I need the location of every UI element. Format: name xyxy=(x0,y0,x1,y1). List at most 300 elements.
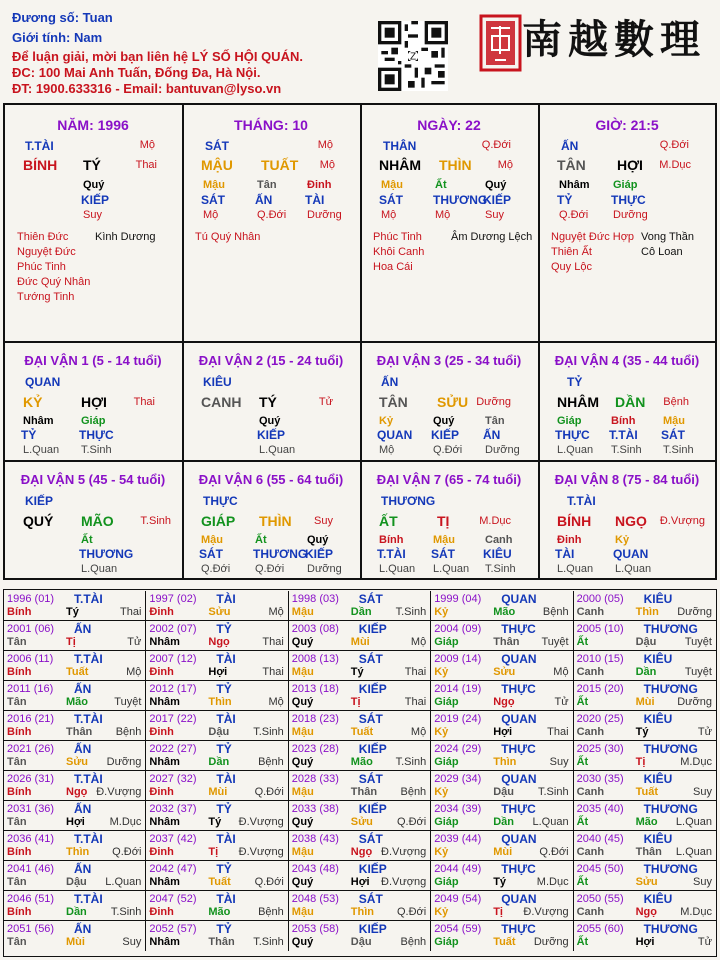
hidden-phase: L.Quan xyxy=(23,444,60,456)
year-stem: Đinh xyxy=(149,666,174,678)
year-ten-god: THƯƠNG xyxy=(643,862,698,876)
year-stem: Kỷ xyxy=(434,726,449,738)
earthly-branch: TÝ xyxy=(83,157,101,173)
year-ten-god: THƯƠNG xyxy=(643,802,698,816)
hidden-ten-god: QUAN xyxy=(613,547,649,561)
year-ten-god: SÁT xyxy=(358,592,383,606)
year-cell xyxy=(146,681,288,711)
yearly-luck-grid xyxy=(3,589,717,957)
year-cell xyxy=(146,861,288,891)
year-label: 2028 (33) xyxy=(291,773,339,785)
year-stem: Giáp xyxy=(434,876,459,888)
year-label: 2048 (53) xyxy=(291,893,339,905)
hidden-ten-god: SÁT xyxy=(199,547,223,561)
year-ten-god: KIÊU xyxy=(643,892,673,906)
year-phase: Mộ xyxy=(268,606,284,618)
shen-sha: Đức Quý Nhân xyxy=(17,276,91,288)
hidden-ten-god: KIẾP xyxy=(431,428,460,442)
dai-van-title: ĐẠI VẬN 3 (25 - 34 tuổi) xyxy=(376,353,522,368)
year-phase: L.Quan xyxy=(532,816,569,828)
hidden-phase: T.Sinh xyxy=(611,444,642,456)
year-stem: Tân xyxy=(7,876,27,888)
year-ten-god: THƯƠNG xyxy=(643,622,698,636)
year-cell xyxy=(574,591,716,621)
star-phase: Q.Đới xyxy=(659,139,689,151)
year-stem: Tân xyxy=(7,636,27,648)
year-stem: Ất xyxy=(576,696,589,708)
year-label: 1996 (01) xyxy=(7,593,55,605)
year-phase: Thai xyxy=(404,666,427,678)
dai-van-cell xyxy=(539,462,715,579)
year-phase: Tuyệt xyxy=(684,666,712,678)
earthly-branch: DẦN xyxy=(615,394,646,410)
year-cell xyxy=(289,621,431,651)
hidden-ten-god: ẤN xyxy=(255,193,273,207)
hidden-ten-god: TÀI xyxy=(555,547,575,561)
earthly-branch: HỢI xyxy=(617,157,643,173)
year-phase: Dưỡng xyxy=(533,936,569,948)
year-label: 2043 (48) xyxy=(291,863,339,875)
dai-van-cell xyxy=(5,462,181,579)
year-cell xyxy=(146,801,288,831)
year-ten-god: ẤN xyxy=(74,742,92,756)
year-label: 2008 (13) xyxy=(291,653,339,665)
hidden-phase: T.Sinh xyxy=(81,444,112,456)
year-phase: Đ.Vượng xyxy=(238,816,284,828)
year-label: 2051 (56) xyxy=(7,923,55,935)
year-label: 2017 (22) xyxy=(149,713,197,725)
year-ten-god: QUAN xyxy=(501,892,537,906)
year-branch: Hợi xyxy=(635,936,655,948)
hidden-ten-god: QUAN xyxy=(377,428,413,442)
year-stem: Ất xyxy=(576,756,589,768)
year-phase: Tử xyxy=(554,696,569,708)
year-cell xyxy=(4,891,146,921)
year-phase: Dưỡng xyxy=(106,756,142,768)
year-phase: Dưỡng xyxy=(677,606,712,618)
year-branch: Dậu xyxy=(208,726,230,738)
year-cell xyxy=(431,681,573,711)
year-branch: Thìn xyxy=(493,756,517,768)
year-label: 2002 (07) xyxy=(149,623,197,635)
hidden-stem: Canh xyxy=(485,534,513,546)
year-label: 2012 (17) xyxy=(149,683,197,695)
hidden-ten-god: SÁT xyxy=(379,193,403,207)
year-phase: Bệnh xyxy=(258,756,284,768)
year-cell xyxy=(4,801,146,831)
year-branch: Thân xyxy=(635,846,662,858)
year-ten-god: TÀI xyxy=(216,652,236,666)
year-label: 2013 (18) xyxy=(291,683,339,695)
ten-god-star: T.TÀI xyxy=(25,139,54,153)
year-cell xyxy=(146,621,288,651)
shen-sha: Nguyệt Đức xyxy=(17,246,76,258)
year-phase: Đ.Vượng xyxy=(96,786,142,798)
year-label: 2025 (30) xyxy=(576,743,624,755)
year-label: 2003 (08) xyxy=(291,623,339,635)
year-ten-god: TỶ xyxy=(216,862,232,876)
hidden-phase: T.Sinh xyxy=(485,563,516,575)
year-phase: Bệnh xyxy=(258,906,284,918)
hidden-phase: Mộ xyxy=(435,209,451,221)
year-stem: Tân xyxy=(7,756,27,768)
hidden-stem: Ất xyxy=(81,534,93,546)
year-ten-god: T.TÀI xyxy=(74,892,103,906)
hidden-stem: Bính xyxy=(611,415,636,427)
year-stem: Tân xyxy=(7,936,27,948)
year-label: 2004 (09) xyxy=(434,623,482,635)
year-stem: Đinh xyxy=(149,906,174,918)
year-stem: Ất xyxy=(576,816,589,828)
hidden-phase: Dưỡng xyxy=(307,563,342,575)
year-branch: Mão xyxy=(350,756,373,768)
star-phase: Mộ xyxy=(317,139,333,151)
year-ten-god: QUAN xyxy=(501,712,537,726)
hidden-ten-god: TỶ xyxy=(557,193,573,207)
shen-sha: Phúc Tinh xyxy=(373,231,422,243)
hidden-stem: Nhâm xyxy=(559,179,590,191)
hidden-stem: Tân xyxy=(485,415,505,427)
hidden-stem: Mậu xyxy=(663,415,685,427)
hidden-stem: Quý xyxy=(485,179,507,191)
dai-van-title: ĐẠI VẬN 5 (45 - 54 tuổi) xyxy=(20,472,166,487)
year-stem: Mậu xyxy=(291,906,314,918)
year-stem: Kỷ xyxy=(434,606,449,618)
pillar-cell xyxy=(5,105,181,339)
hidden-phase: Mộ xyxy=(203,209,219,221)
ten-god-star: ẤN xyxy=(381,375,399,389)
hidden-ten-god: THƯƠNG xyxy=(433,193,488,207)
year-phase: M.Dục xyxy=(680,756,712,768)
year-ten-god: T.TÀI xyxy=(74,772,103,786)
year-stem: Giáp xyxy=(434,756,459,768)
year-label: 2055 (60) xyxy=(576,923,624,935)
year-branch: Tuất xyxy=(493,936,516,948)
hidden-stem: Giáp xyxy=(557,415,582,427)
year-phase: L.Quan xyxy=(105,876,142,888)
year-ten-god: QUAN xyxy=(501,652,537,666)
year-phase: T.Sinh xyxy=(253,726,284,738)
heavenly-stem: NHÂM xyxy=(557,394,599,410)
year-phase: Thai xyxy=(262,636,284,648)
year-phase: Mộ xyxy=(553,666,569,678)
phone-email: ĐT: 1900.633316 - Email: bantuvan@lyso.vn xyxy=(12,81,282,96)
branch-phase: Đ.Vượng xyxy=(659,515,705,527)
year-cell xyxy=(146,741,288,771)
contact-note: Để luận giải, mời bạn liên hệ LÝ SỐ HỘI QUÁN. xyxy=(12,49,303,64)
year-branch: Mùi xyxy=(635,696,655,708)
ten-god-star: KIÊU xyxy=(203,375,232,389)
year-cell xyxy=(146,771,288,801)
year-branch: Thìn xyxy=(350,906,375,918)
year-phase: Thai xyxy=(262,666,284,678)
year-phase: L.Quan xyxy=(675,816,712,828)
hidden-ten-god: KIÊU xyxy=(483,547,512,561)
svg-text:Z: Z xyxy=(409,51,417,63)
year-cell xyxy=(574,651,716,681)
year-phase: Tử xyxy=(127,636,142,648)
shen-sha: Tướng Tinh xyxy=(17,291,75,303)
year-label: 1997 (02) xyxy=(149,593,197,605)
branch-phase: Bệnh xyxy=(663,396,689,408)
branch-phase: Dưỡng xyxy=(476,396,511,408)
year-branch: Hợi xyxy=(208,666,228,678)
year-cell xyxy=(574,801,716,831)
qr-code-icon xyxy=(378,21,448,91)
year-phase: Thai xyxy=(404,696,427,708)
branch-phase: Suy xyxy=(314,515,333,527)
year-stem: Kỷ xyxy=(434,786,449,798)
hidden-stem: Quý xyxy=(83,179,105,191)
hidden-phase: Q.Đới xyxy=(257,209,287,221)
brand-logo: 南越數理 xyxy=(522,16,706,63)
year-phase: Suy xyxy=(693,876,712,888)
hidden-ten-god: THỰC xyxy=(611,193,646,207)
hidden-stem: Quý xyxy=(307,534,329,546)
ten-god-star: T.TÀI xyxy=(567,494,596,508)
year-phase: T.Sinh xyxy=(110,906,142,918)
year-branch: Thân xyxy=(208,936,235,948)
year-phase: Bệnh xyxy=(115,726,142,738)
year-label: 2050 (55) xyxy=(576,893,624,905)
hidden-phase: Dưỡng xyxy=(613,209,648,221)
year-branch: Dậu xyxy=(635,636,657,648)
year-label: 2026 (31) xyxy=(7,773,55,785)
year-cell xyxy=(431,891,573,921)
year-stem: Nhâm xyxy=(149,636,180,648)
year-ten-god: T.TÀI xyxy=(74,652,103,666)
hidden-stem: Kỷ xyxy=(615,534,630,546)
year-stem: Bính xyxy=(7,786,32,798)
year-branch: Sửu xyxy=(208,606,231,618)
earthly-branch: SỬU xyxy=(437,394,469,410)
year-ten-god: QUAN xyxy=(501,772,537,786)
hidden-phase: Mộ xyxy=(379,444,395,456)
year-branch: Ngọ xyxy=(493,696,515,708)
year-phase: Mộ xyxy=(410,636,427,648)
header xyxy=(0,0,720,103)
year-stem: Canh xyxy=(576,786,605,798)
year-branch: Tuất xyxy=(350,726,374,738)
year-label: 2027 (32) xyxy=(149,773,197,785)
hidden-phase: Dưỡng xyxy=(307,209,342,221)
year-phase: Q.Đới xyxy=(254,876,284,888)
earthly-branch: TỊ xyxy=(437,513,450,529)
hidden-stem: Bính xyxy=(379,534,404,546)
year-cell xyxy=(4,591,146,621)
year-branch: Tý xyxy=(66,606,79,618)
shen-sha: Hoa Cái xyxy=(373,261,413,273)
year-cell xyxy=(574,621,716,651)
year-label: 2044 (49) xyxy=(434,863,482,875)
hidden-ten-god: KIẾP xyxy=(257,428,286,442)
heavenly-stem: GIÁP xyxy=(201,513,236,529)
year-cell xyxy=(431,711,573,741)
year-branch: Tuất xyxy=(66,666,89,678)
year-label: 2019 (24) xyxy=(434,713,482,725)
hidden-stem: Kỷ xyxy=(379,415,394,427)
year-label: 2006 (11) xyxy=(7,653,54,665)
branch-phase: Thai xyxy=(133,396,155,408)
year-phase: Tuyệt xyxy=(541,636,569,648)
year-label: 2021 (26) xyxy=(7,743,55,755)
year-branch: Ngọ xyxy=(208,636,230,648)
year-cell xyxy=(431,771,573,801)
hidden-phase: L.Quan xyxy=(615,563,652,575)
year-cell xyxy=(289,891,431,921)
earthly-branch: THÌN xyxy=(439,157,472,173)
year-label: 2052 (57) xyxy=(149,923,197,935)
pillar-cell xyxy=(361,105,537,339)
year-branch: Dậu xyxy=(350,936,372,948)
year-stem: Kỷ xyxy=(434,906,449,918)
shen-sha: Tú Quý Nhân xyxy=(195,231,261,243)
shen-sha: Vong Thần xyxy=(641,231,695,243)
year-stem: Nhâm xyxy=(149,816,180,828)
year-stem: Quý xyxy=(291,756,314,768)
year-phase: Bệnh xyxy=(400,786,427,798)
hidden-ten-god: KIẾP xyxy=(305,547,334,561)
year-ten-god: QUAN xyxy=(501,832,537,846)
hidden-phase: L.Quan xyxy=(259,444,296,456)
year-stem: Bính xyxy=(7,846,32,858)
year-stem: Nhâm xyxy=(149,876,180,888)
year-stem: Ất xyxy=(576,636,589,648)
year-phase: M.Dục xyxy=(109,816,142,828)
year-label: 2040 (45) xyxy=(576,833,624,845)
hidden-ten-god: T.TÀI xyxy=(377,547,406,561)
year-phase: Tử xyxy=(697,726,712,738)
year-branch: Tị xyxy=(208,846,219,858)
dai-van-cell xyxy=(183,462,359,579)
branch-phase: Tử xyxy=(318,396,333,408)
branch-phase: T.Sinh xyxy=(140,515,171,527)
hidden-phase: L.Quan xyxy=(379,563,416,575)
year-cell xyxy=(289,861,431,891)
year-branch: Tuất xyxy=(208,876,231,888)
year-phase: L.Quan xyxy=(675,846,712,858)
year-stem: Mậu xyxy=(291,666,314,678)
year-ten-god: KIÊU xyxy=(643,712,673,726)
year-stem: Đinh xyxy=(149,726,174,738)
year-phase: Suy xyxy=(549,756,569,768)
year-branch: Hợi xyxy=(66,816,85,828)
year-stem: Đinh xyxy=(149,786,174,798)
year-stem: Canh xyxy=(576,606,605,618)
hidden-phase: Mộ xyxy=(381,209,397,221)
hidden-ten-god: TÀI xyxy=(305,193,325,207)
earthly-branch: THÌN xyxy=(259,513,292,529)
heavenly-stem: CANH xyxy=(201,394,242,410)
earthly-branch: TUẤT xyxy=(261,157,299,173)
earthly-branch: TÝ xyxy=(259,394,277,410)
year-cell xyxy=(431,861,573,891)
dai-van-title: ĐẠI VẬN 8 (75 - 84 tuổi) xyxy=(554,472,700,487)
year-branch: Dần xyxy=(493,816,514,828)
year-ten-god: TÀI xyxy=(216,772,236,786)
year-ten-god: KIẾP xyxy=(358,922,387,936)
year-stem: Đinh xyxy=(149,606,174,618)
year-branch: Hợi xyxy=(493,726,513,738)
pillar-chart xyxy=(3,103,717,580)
dai-van-title: ĐẠI VẬN 1 (5 - 14 tuổi) xyxy=(24,353,162,368)
year-branch: Sửu xyxy=(493,666,516,678)
year-ten-god: QUAN xyxy=(501,592,537,606)
year-branch: Tị xyxy=(493,906,503,918)
year-ten-god: ẤN xyxy=(74,682,92,696)
year-ten-god: ẤN xyxy=(74,922,92,936)
star-phase: Q.Đới xyxy=(481,139,511,151)
year-ten-god: TỶ xyxy=(216,682,232,696)
year-cell xyxy=(4,831,146,861)
branch-phase: Thai xyxy=(135,159,157,171)
year-ten-god: ẤN xyxy=(74,802,92,816)
year-cell xyxy=(431,921,573,951)
year-cell xyxy=(289,741,431,771)
year-phase: T.Sinh xyxy=(395,606,427,618)
year-phase: Suy xyxy=(122,936,142,948)
year-label: 1999 (04) xyxy=(434,593,482,605)
year-phase: Q.Đới xyxy=(112,846,142,858)
year-stem: Quý xyxy=(291,936,314,948)
year-stem: Giáp xyxy=(434,636,459,648)
ten-god-star: TỶ xyxy=(567,375,583,389)
year-cell xyxy=(289,711,431,741)
year-stem: Bính xyxy=(7,726,32,738)
hidden-phase: Suy xyxy=(485,209,504,221)
year-cell xyxy=(4,681,146,711)
year-ten-god: THƯƠNG xyxy=(643,922,698,936)
year-cell xyxy=(574,891,716,921)
year-stem: Canh xyxy=(576,846,605,858)
year-cell xyxy=(574,741,716,771)
year-ten-god: KIẾP xyxy=(358,862,387,876)
hidden-stem: Ất xyxy=(435,179,447,191)
year-cell xyxy=(574,831,716,861)
year-phase: Q.Đới xyxy=(396,816,427,828)
year-ten-god: THỰC xyxy=(501,742,536,756)
year-label: 2031 (36) xyxy=(7,803,55,815)
shen-sha: Khôi Canh xyxy=(373,246,425,258)
shen-sha: Nguyệt Đức Hợp xyxy=(551,231,635,243)
year-branch: Dần xyxy=(635,666,657,678)
year-phase: M.Dục xyxy=(536,876,569,888)
year-stem: Canh xyxy=(576,726,605,738)
year-phase: Q.Đới xyxy=(539,846,569,858)
year-stem: Kỷ xyxy=(434,666,449,678)
ten-god-star: QUAN xyxy=(25,375,61,389)
year-phase: Dưỡng xyxy=(677,696,712,708)
year-stem: Mậu xyxy=(291,726,314,738)
year-label: 2015 (20) xyxy=(576,683,624,695)
year-branch: Thìn xyxy=(66,846,90,858)
year-stem: Bính xyxy=(7,906,32,918)
year-label: 2054 (59) xyxy=(434,923,482,935)
year-label: 2030 (35) xyxy=(576,773,624,785)
year-branch: Thân xyxy=(66,726,93,738)
year-branch: Mùi xyxy=(350,636,370,648)
hidden-ten-god: SÁT xyxy=(201,193,225,207)
year-label: 1998 (03) xyxy=(291,593,339,605)
year-branch: Dần xyxy=(350,606,372,618)
ten-god-star: SÁT xyxy=(205,139,229,153)
year-ten-god: SÁT xyxy=(358,832,383,846)
year-stem: Quý xyxy=(291,816,314,828)
year-cell xyxy=(574,681,716,711)
year-phase: Đ.Vượng xyxy=(381,846,427,858)
branch-phase: Mộ xyxy=(319,159,335,171)
year-ten-god: THƯƠNG xyxy=(643,742,698,756)
